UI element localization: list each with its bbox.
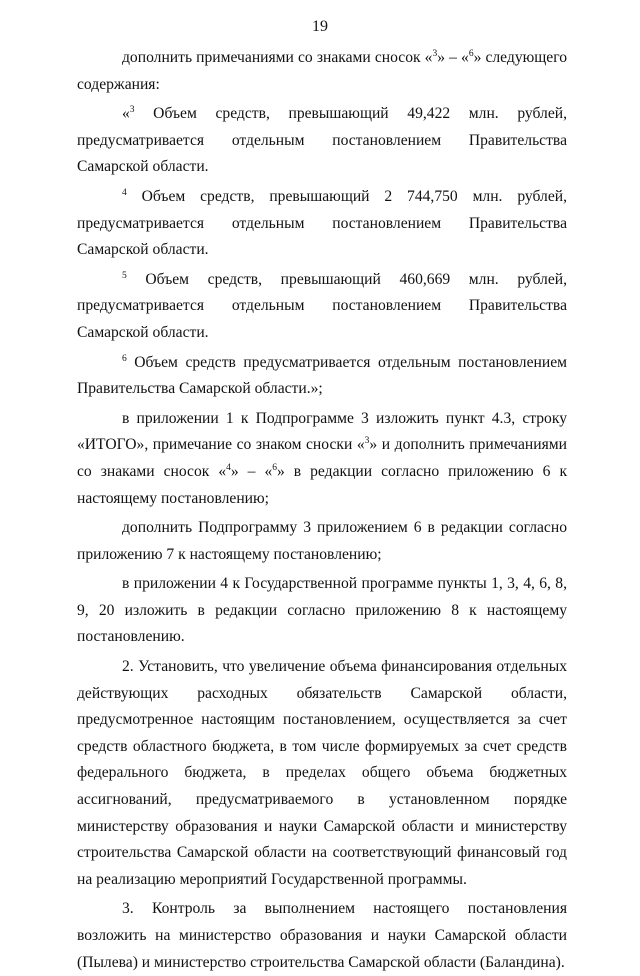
text-run: дополнить примечаниями со знаками сносок « [122, 49, 433, 66]
text-run: в приложении 1 к Подпрограмме 3 изложить пункт 4.3, строку «ИТОГО», примечание со знаком сноски « [77, 409, 567, 454]
paragraph-appendix-4 [77, 571, 567, 651]
paragraph-clause-3 [77, 896, 567, 976]
footnote-mark: 6 [272, 462, 277, 473]
paragraph-footnote-5 [77, 267, 567, 347]
footnote-mark: 6 [122, 353, 127, 364]
paragraph-appendix-1 [77, 406, 567, 512]
text-run: » в редакции согласно приложению 6 к настоящему постановлению; [77, 462, 568, 507]
paragraph-footnote-intro [77, 45, 567, 98]
paragraph-footnote-3 [77, 101, 567, 181]
text-run: Объем средств, превышающий 2 744,750 млн. рублей, предусматривается отдельным постановлением Правительства Самарской области. [77, 187, 567, 259]
page-number: 19 [312, 18, 328, 35]
text-run: 2. Установить, что увеличение объема финансирования отдельных действующих расходных обязательств Самарской области, предусмотренное настоящим постановлением, осуществляется за счет средств областного бюджета, в том числе формируемых за счет средств федерального бюджета, в пределах общего объема бюджетных ассигнований, предусматриваемого в установленном порядке министерству образования и науки Самарской области и министерству строительства Самарской области на соответствующий финансовый год на реализацию мероприятий Государственной программы. [77, 658, 567, 888]
text-run: в приложении 4 к Государственной программе пункты 1, 3, 4, 6, 8, 9, 20 изложить в редакции согласно приложению 8 к настоящему постановлению. [77, 575, 567, 646]
footnote-mark: 5 [122, 270, 127, 281]
text-run: » и дополнить примечаниями со знаками сносок « [77, 436, 567, 480]
text-run: дополнить Подпрограмму 3 приложением 6 в редакции согласно приложению 7 к настоящему постановлению; [77, 519, 567, 563]
text-run: 3. Контроль за выполнением настоящего постановления возложить на министерство образования и науки Самарской области (Пылева) и министерство строительства Самарской области (Баландина). [77, 900, 567, 971]
footnote-mark: 3 [129, 105, 135, 116]
text-run: » – « [230, 462, 273, 480]
footnote-mark: 3 [364, 436, 370, 447]
text-run: Объем средств предусматривается отдельным постановлением Правительства Самарской области.»; [77, 353, 567, 398]
paragraph-footnote-6 [77, 350, 567, 403]
document-body [77, 45, 567, 976]
paragraph-appendix-6 [77, 515, 567, 568]
footnote-mark: 3 [432, 49, 438, 59]
text-run: Объем средств, превышающий 49,422 млн. рублей, предусматривается отдельным постановлением Правительства Самарской области. [77, 105, 567, 176]
text-run: » – « [437, 49, 469, 66]
paragraph-clause-2 [77, 654, 567, 893]
footnote-mark: 6 [468, 49, 474, 59]
text-run: » следующего содержания: [77, 49, 567, 93]
text-run: Объем средств, превышающий 460,669 млн. рублей, предусматривается отдельным постановлением Правительства Самарской области. [77, 270, 567, 341]
footnote-mark: 4 [122, 187, 127, 198]
footnote-mark: 4 [226, 462, 231, 473]
text-run: « [122, 105, 130, 123]
paragraph-footnote-4 [77, 184, 567, 264]
